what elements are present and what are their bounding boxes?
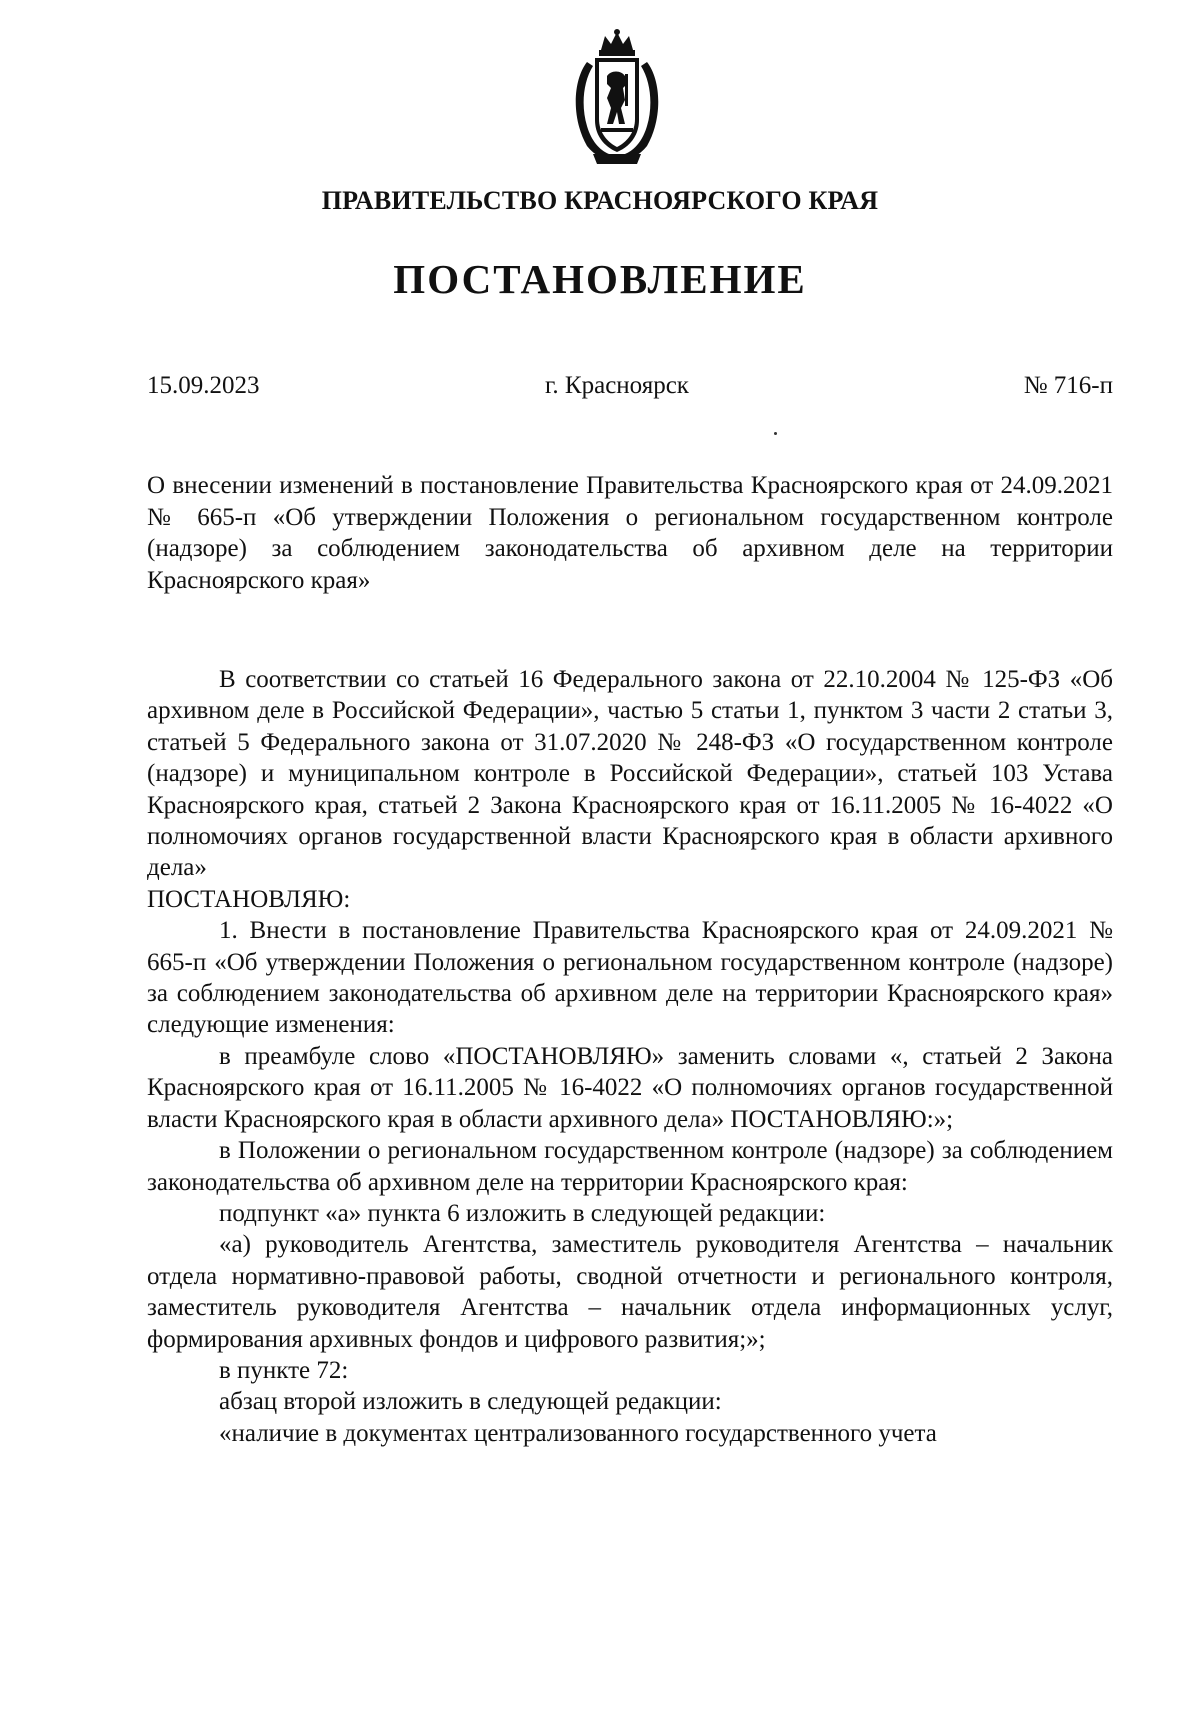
document-subject: О внесении изменений в постановление Правительства Красноярского края от 24.09.2021 № 665-п «Об утверждении Положения о региональном государственном контроле (надзоре) за соблюдением законодательства об архивном деле на территории Красноярского края»	[147, 472, 1113, 594]
scan-artifact-dot	[774, 432, 777, 435]
document-number: № 716-п	[1023, 372, 1113, 399]
body-paragraph: ПОСТАНОВЛЯЮ:	[147, 885, 351, 913]
document-city: г. Красноярск	[545, 372, 689, 399]
document-body	[147, 664, 1113, 1449]
body-paragraph: в Положении о региональном государственном контроле (надзоре) за соблюдением законодательства об архивном деле на территории Красноярского края:	[147, 1137, 1113, 1196]
body-paragraph: в преамбуле слово «ПОСТАНОВЛЯЮ» заменить словами «, статьей 2 Закона Красноярского края от 16.11.2005 № 16-4022 «О полномочиях органов государственной власти Красноярского края в области архивного дела» ПОСТАНОВЛЯЮ:»;	[147, 1042, 1113, 1133]
body-paragraph: абзац второй изложить в следующей редакции:	[219, 1388, 722, 1416]
document-date: 15.09.2023	[147, 372, 260, 399]
government-title: ПРАВИТЕЛЬСТВО КРАСНОЯРСКОГО КРАЯ	[321, 186, 879, 215]
body-paragraph: подпункт «а» пункта 6 изложить в следующей редакции:	[219, 1199, 826, 1227]
document-meta	[147, 372, 1113, 406]
body-paragraph: 1. Внести в постановление Правительства Красноярского края от 24.09.2021 № 665-п «Об утверждении Положения о региональном государственном контроле (надзоре) за соблюдением законодательства об архивном деле на территории Красноярского края» следующие изменения:	[147, 917, 1113, 1039]
body-paragraph: В соответствии со статьей 16 Федерального закона от 22.10.2004 № 125-ФЗ «Об архивном деле в Российской Федерации», частью 5 статьи 1, пунктом 3 части 2 статьи 3, статьей 5 Федерального закона от 31.07.2020 № 248-ФЗ «О государственном контроле (надзоре) и муниципальном контроле в Российской Федерации», статьей 103 Устава Красноярского края, статьей 2 Закона Красноярского края от 16.11.2005 № 16-4022 «О полномочиях органов государственной власти Красноярского края в области архивного дела»	[147, 666, 1113, 882]
coat-of-arms-icon	[565, 28, 669, 168]
body-paragraph: в пункте 72:	[219, 1356, 349, 1384]
document-type-title: ПОСТАНОВЛЕНИЕ	[393, 256, 807, 302]
body-paragraph: «а) руководитель Агентства, заместитель руководителя Агентства – начальник отдела нормативно-правовой работы, сводной отчетности и регионального контроля, заместитель руководителя Агентства – начальник отдела информационных услуг, формирования архивных фондов и цифрового развития;»;	[147, 1231, 1113, 1353]
body-paragraph: «наличие в документах централизованного государственного учета	[219, 1419, 937, 1447]
